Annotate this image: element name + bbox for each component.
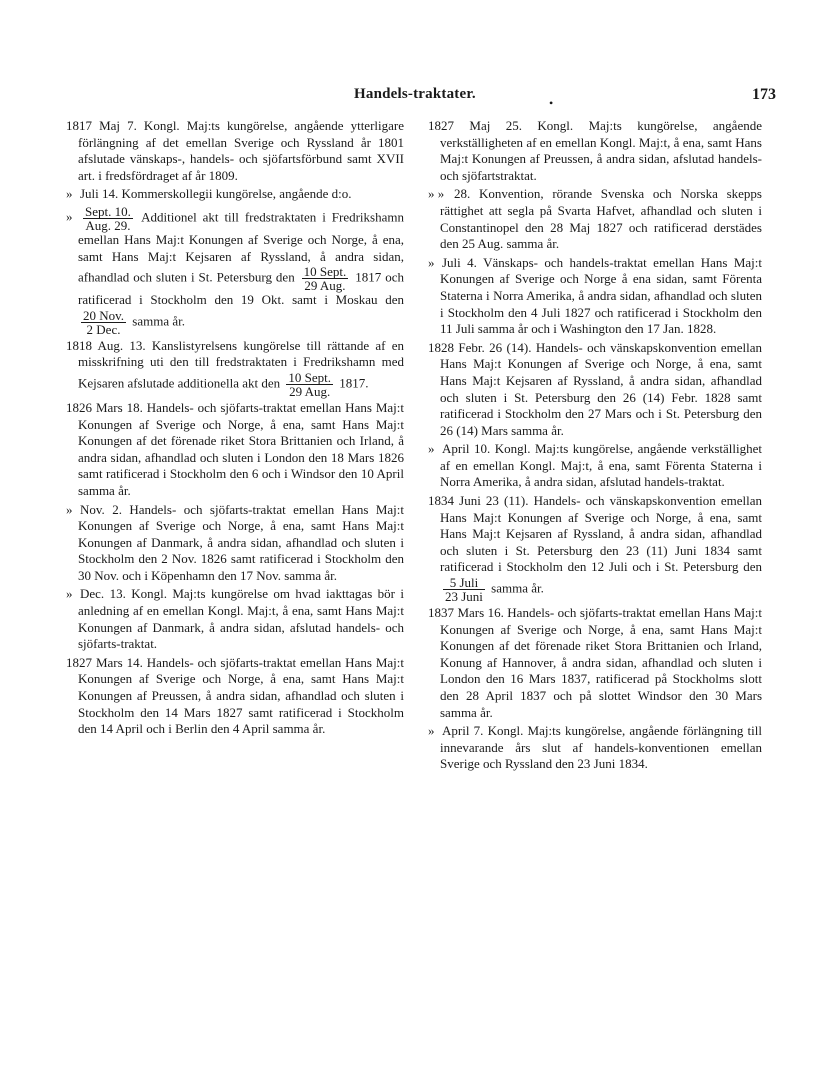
entry-1827-maj-28 bbox=[428, 186, 762, 252]
entry-1834-juni-23 bbox=[428, 493, 762, 603]
header-dot: • bbox=[549, 96, 554, 110]
entry-text: Juli 4. Vänskaps- och handels-traktat emellan Hans Maj:t Konungen af Sverige och Norge å ena sidan, samt Förenta Staterna i Norra Amerika, å andra sidan, afhandlad och sluten i Stockholm den 4 Juli 1827 och ratificerad i Stockholm den 11 Juli samma år och i Washington den 17 Jan. 1828. bbox=[440, 254, 762, 337]
ditto-mark: » bbox=[66, 209, 73, 225]
right-column bbox=[428, 118, 762, 775]
date-fraction: $\frac{\text{10 Sept.}}{\text{29 Aug.}}$ bbox=[288, 369, 332, 399]
entry-1817-maj-7: 1817 Maj 7. Kongl. Maj:ts kungörelse, angående ytterligare förlängning af det emellan Sverige och Ryssland år 1801 afslutade vänskaps-, handels- och sjöfartsförbund samt XVII art. i fredsfördraget af år 1809. bbox=[66, 118, 404, 183]
entry-1827-mars-14: 1827 Mars 14. Handels- och sjöfarts-traktat emellan Hans Maj:t Konungen af Sverige och Norge, å ena, samt Hans Maj:t Konungen af Preussen, å andra sidan, afhandlad och sluten i Stockholm den 14 Mars 1827 samt ratificerad i Stockholm den 14 April och i Berlin den 4 April samma år. bbox=[66, 654, 404, 737]
ditto-mark: » bbox=[428, 254, 435, 270]
ditto-mark: » bbox=[66, 501, 73, 517]
entry-text: 1817. bbox=[339, 375, 369, 391]
entry-1826-nov-2 bbox=[66, 502, 404, 585]
entry-1827-maj-25: 1827 Maj 25. Kongl. Maj:ts kungörelse, angående verkställigheten af en emellan Kongl. Maj:t, å ena, samt Hans Maj:t Konungen af Preussen, å andra sidan, afslutad handels- och sjöfartstraktat. bbox=[428, 118, 762, 183]
date-fraction: $\frac{\text{5 Juli}}{\text{23 Juni}}$ bbox=[445, 575, 483, 605]
running-header: Handels-traktater. bbox=[354, 86, 476, 102]
entry-text: Dec. 13. Kongl. Maj:ts kungörelse om hvad iakttagas bör i anledning af en emellan Kongl. Maj:t, å ena, samt Hans Maj:t Konungen af Danmark, å andra sidan, afslutad handels- och sjöfarts-traktat. bbox=[78, 586, 404, 652]
entry-text: samma år. bbox=[132, 313, 186, 329]
date-fraction: $\frac{\text{Sept. 10.}}{\text{Aug. 29.}}$ bbox=[85, 203, 131, 233]
entry-1828-april-10 bbox=[428, 441, 762, 491]
entry-1837-mars-16: 1837 Mars 16. Handels- och sjöfarts-traktat emellan Hans Maj:t Konungen af Sverige och Norge, å ena, samt Hans Maj:t Konungen af det förenade riket Stora Brittanien och Irland, Konung af Hannover, å andra sidan, afhandlad och sluten i London den 16 Mars 1837, ratificerad på Stockholms slott den 28 April 1837 och på slottet Windsor den 30 Mars samma år. bbox=[428, 605, 762, 720]
entry-text: 28. Konvention, rörande Svenska och Norska skepps rättighet att segla på Svarta Hafvet, afhandlad och sluten i Constantinopel den 28 Maj 1827 och ratificerad derstädes den 25 Aug. samma år. bbox=[440, 186, 762, 252]
entry-1826-mars-18: 1826 Mars 18. Handels- och sjöfarts-traktat emellan Hans Maj:t Konungen af Sverige och Norge, å ena, samt Hans Maj:t Konungen af det förenade riket Stora Brittanien och Irland, å andra sidan, afhandlad och sluten i London den 18 Mars 1826 samt ratificerad i Stockholm den 6 och i Windsor den 10 April samma år. bbox=[66, 399, 404, 498]
date-fraction: $\frac{\text{20 Nov.}}{\text{2 Dec.}}$ bbox=[83, 307, 125, 337]
entry-text: 1817 och ratificerad i Stockholm den 19 Okt. samt i Moskau den bbox=[78, 269, 404, 308]
entry-text: April 10. Kongl. Maj:ts kungörelse, angående verkställighet af en emellan Kongl. Maj:t, å ena, samt Förenta Staterna i Norra Amerika, å andra sidan, afslutad handels-traktat. bbox=[440, 441, 762, 490]
entry-1828-febr-26: 1828 Febr. 26 (14). Handels- och vänskapskonvention emellan Hans Maj:t Konungen af Sverige och Norge, å ena, samt Hans Maj:t Kejsaren af Ryssland, å andra sidan, afhandlad och sluten i St. Petersburg den 26 (14) Febr. 1828 samt ratificerad i Stockholm den 27 Mars och i St. Petersburg den 26 (14) Mars samma år. bbox=[428, 339, 762, 438]
entry-text: samma år. bbox=[491, 580, 544, 596]
ditto-mark: » » bbox=[428, 186, 445, 202]
page-number: 173 bbox=[752, 86, 776, 103]
entry-1837-april-7 bbox=[428, 723, 762, 773]
entry-text: April 7. Kongl. Maj:ts kungörelse, angående förlängning till innevarande års slut af handels-konventionen emellan Sverige och Ryssland den 23 Juni 1834. bbox=[440, 723, 762, 772]
left-column bbox=[66, 118, 404, 740]
entry-text: Nov. 2. Handels- och sjöfarts-traktat emellan Hans Maj:t Konungen af Sverige och Norge, å ena, samt Hans Maj:t Konungen af Danmark, å andra sidan, afhandlad och sluten i Stockholm den 2 Nov. 1826 samt ratificerad i Stockholm den 30 Nov. och i Köpenhamn den 17 Nov. samma år. bbox=[78, 501, 404, 583]
date-fraction: $\frac{\text{10 Sept.}}{\text{29 Aug.}}$ bbox=[303, 264, 347, 294]
entry-text: Additionel akt till fredstraktaten i Fredrikshamn emellan Hans Maj:t Konungen af Sverige och Norge, å ena, samt Hans Maj:t Kejsaren af Ryssland, å andra sidan, afhandlad och sluten i St. Petersburg den bbox=[78, 209, 404, 285]
ditto-mark: » bbox=[428, 441, 435, 457]
entry-1826-dec-13 bbox=[66, 586, 404, 652]
entry-1817-juli-14 bbox=[66, 186, 404, 203]
entry-text: Juli 14. Kommerskollegii kungörelse, angående d:o. bbox=[80, 186, 352, 202]
entry-text: 1834 Juni 23 (11). Handels- och vänskapskonvention emellan Hans Maj:t Konungen af Sverige och Norge, å ena, samt Hans Maj:t Kejsaren af Ryssland, å andra sidan, afhandlad och sluten i St. Petersburg den 23 (11) Juni 1834 samt ratificerad i Stockholm den 12 Juli och i St. Petersburg den bbox=[428, 493, 762, 575]
ditto-mark: » bbox=[428, 723, 435, 739]
entry-1817-sept-10 bbox=[66, 205, 404, 336]
entry-1818-aug-13 bbox=[66, 338, 404, 398]
entry-1827-juli-4 bbox=[428, 255, 762, 338]
entry-text: 1818 Aug. 13. Kanslistyrelsens kungörelse till rättande af en misskrifning uti den till fredstraktaten i Fredrikshamn med Kejsaren afslutade additionella akt den bbox=[66, 337, 404, 391]
ditto-mark: » bbox=[66, 586, 73, 602]
ditto-mark: » bbox=[66, 186, 73, 202]
